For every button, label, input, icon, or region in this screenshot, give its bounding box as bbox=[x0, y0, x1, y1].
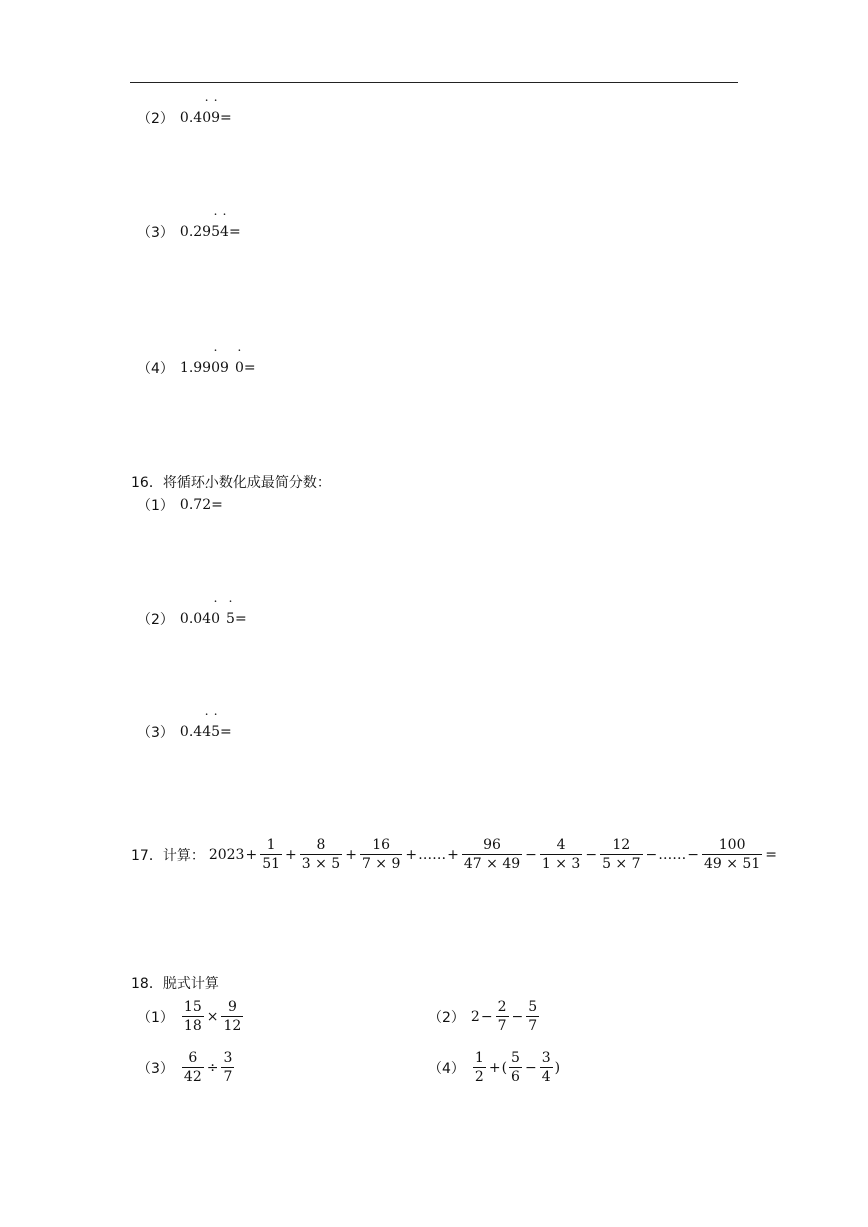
q17-title: 17．计算： bbox=[131, 847, 205, 864]
denominator: 3 × 5 bbox=[301, 856, 341, 872]
numerator: 96 bbox=[483, 837, 501, 853]
repeating-digit: ˙ 2 bbox=[202, 497, 211, 513]
part-label: （4） bbox=[137, 361, 174, 377]
minus-sign: − bbox=[511, 1008, 524, 1025]
denominator: 47 × 49 bbox=[463, 856, 521, 872]
fraction bbox=[462, 836, 522, 873]
numerator: 1 bbox=[474, 1050, 484, 1066]
part-label: （3） bbox=[137, 1060, 174, 1077]
denominator: 2 bbox=[474, 1069, 484, 1085]
numerator: 9 bbox=[227, 999, 237, 1015]
part-label: （3） bbox=[137, 225, 174, 241]
q15-part3 bbox=[137, 222, 241, 242]
decimal-part: 9 bbox=[220, 360, 229, 376]
repeating-digit: ˙ 5 bbox=[226, 611, 235, 627]
q15-part4 bbox=[137, 358, 256, 378]
fraction bbox=[509, 1049, 522, 1086]
denominator: 1 × 3 bbox=[541, 856, 581, 872]
fraction bbox=[221, 998, 243, 1035]
q16-title: 16．将循环小数化成最简分数： bbox=[131, 475, 331, 491]
repeating-digit: ˙ 0 bbox=[211, 360, 220, 376]
equals: = bbox=[220, 724, 232, 740]
fraction bbox=[260, 836, 282, 873]
lead-number: 2023 bbox=[208, 846, 245, 863]
header-rule bbox=[130, 82, 738, 83]
q18-title: 18．脱式计算 bbox=[131, 976, 219, 992]
denominator: 4 bbox=[541, 1069, 551, 1085]
q18-part3 bbox=[137, 1049, 236, 1086]
repeating-digit: ˙ 4 bbox=[202, 724, 211, 740]
fraction bbox=[540, 836, 582, 873]
minus-sign: − bbox=[645, 846, 658, 863]
ellipsis: …… bbox=[418, 846, 447, 863]
q16-part2 bbox=[137, 609, 247, 629]
numerator: 16 bbox=[372, 837, 391, 853]
minus-sign: − bbox=[687, 846, 699, 863]
part-label: （2） bbox=[137, 111, 174, 127]
fraction bbox=[473, 1049, 486, 1086]
plus-sign: + bbox=[447, 846, 459, 863]
denominator: 7 bbox=[497, 1018, 507, 1034]
denominator: 6 bbox=[511, 1069, 520, 1085]
repeating-digit: ˙ 5 bbox=[211, 224, 220, 240]
fraction bbox=[600, 836, 642, 873]
divide-sign: ÷ bbox=[206, 1059, 219, 1076]
decimal-part: 0.29 bbox=[179, 224, 212, 240]
denominator: 49 × 51 bbox=[703, 856, 761, 872]
plus-sign: + bbox=[285, 846, 297, 863]
fraction bbox=[526, 998, 539, 1035]
q16-part3 bbox=[137, 722, 232, 742]
repeating-digit: ˙ 5 bbox=[211, 724, 220, 740]
plus-sign: + bbox=[405, 846, 418, 863]
part-label: （1） bbox=[137, 498, 174, 514]
minus-sign: − bbox=[525, 846, 537, 863]
repeating-digit: ˙ 0 bbox=[202, 110, 211, 126]
plus-sign: + bbox=[345, 846, 357, 863]
times-sign: × bbox=[206, 1008, 219, 1025]
part-label: （4） bbox=[428, 1060, 465, 1077]
repeating-digit: ˙ 0 bbox=[235, 360, 244, 376]
minus-sign: − bbox=[524, 1059, 537, 1076]
q18-part2 bbox=[428, 998, 541, 1035]
equals: = bbox=[228, 224, 241, 240]
repeating-digit: ˙ 4 bbox=[220, 224, 229, 240]
numerator: 3 bbox=[223, 1050, 233, 1066]
plus-sign: + bbox=[245, 846, 258, 863]
denominator: 7 × 9 bbox=[361, 856, 401, 872]
fraction bbox=[496, 998, 509, 1035]
numerator: 1 bbox=[266, 837, 276, 853]
denominator: 7 bbox=[223, 1069, 233, 1085]
decimal-part: 0. bbox=[179, 497, 194, 513]
fraction bbox=[300, 836, 342, 873]
left-paren: ( bbox=[501, 1059, 508, 1076]
numerator: 12 bbox=[612, 837, 631, 853]
minus-sign: − bbox=[585, 846, 598, 863]
repeating-digit: ˙ 7 bbox=[193, 497, 202, 513]
q18-part4 bbox=[428, 1049, 560, 1086]
numerator: 4 bbox=[556, 837, 566, 853]
part-label: （2） bbox=[428, 1009, 465, 1026]
ellipsis: …… bbox=[658, 846, 687, 863]
fraction bbox=[182, 998, 204, 1035]
q15-part2 bbox=[137, 108, 232, 128]
numerator: 5 bbox=[511, 1050, 520, 1066]
equals: = bbox=[765, 846, 777, 863]
repeating-digit: ˙ 9 bbox=[211, 110, 220, 126]
denominator: 5 × 7 bbox=[602, 856, 641, 872]
denominator: 12 bbox=[223, 1018, 242, 1034]
decimal-part: 0.4 bbox=[179, 110, 203, 126]
numerator: 6 bbox=[188, 1050, 198, 1066]
denominator: 42 bbox=[183, 1069, 202, 1085]
numerator: 15 bbox=[183, 999, 202, 1015]
numerator: 3 bbox=[541, 1050, 551, 1066]
lead-number: 2 bbox=[470, 1008, 480, 1025]
denominator: 18 bbox=[183, 1018, 202, 1034]
decimal-part: 1.99 bbox=[179, 360, 212, 376]
equals: = bbox=[220, 110, 232, 126]
numerator: 2 bbox=[497, 999, 507, 1015]
numerator: 100 bbox=[718, 837, 746, 853]
fraction bbox=[182, 1049, 204, 1086]
right-paren: ) bbox=[554, 1059, 561, 1076]
equals: = bbox=[211, 497, 223, 513]
part-label: （3） bbox=[137, 725, 174, 741]
equals: = bbox=[234, 611, 247, 627]
part-label: （1） bbox=[137, 1009, 174, 1026]
q18-part1 bbox=[137, 998, 245, 1035]
minus-sign: − bbox=[480, 1008, 493, 1025]
denominator: 7 bbox=[528, 1018, 538, 1034]
denominator: 51 bbox=[262, 856, 281, 872]
fraction bbox=[221, 1049, 234, 1086]
repeating-digit: ˙ 0 bbox=[211, 611, 220, 627]
equals: = bbox=[243, 360, 256, 376]
numerator: 5 bbox=[528, 999, 538, 1015]
numerator: 8 bbox=[316, 837, 326, 853]
fraction bbox=[702, 836, 762, 873]
part-label: （2） bbox=[137, 612, 174, 628]
fraction bbox=[360, 836, 402, 873]
decimal-part: 0.04 bbox=[179, 611, 212, 627]
q16-part1 bbox=[137, 495, 223, 515]
decimal-part: 0.4 bbox=[179, 724, 203, 740]
fraction bbox=[540, 1049, 553, 1086]
plus-sign: + bbox=[488, 1059, 501, 1076]
q17-expression bbox=[131, 836, 778, 873]
